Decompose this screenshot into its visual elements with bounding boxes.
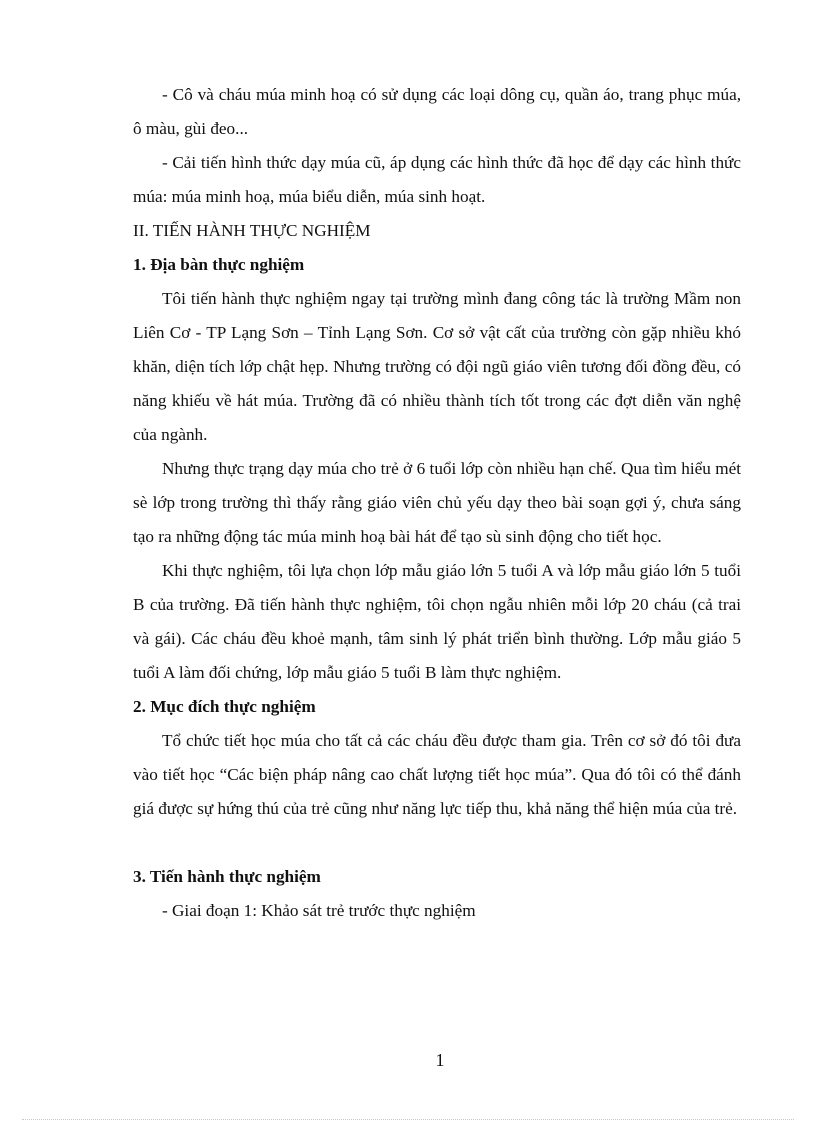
page-number: 1 <box>435 1050 445 1070</box>
page-body <box>133 78 741 928</box>
body-paragraph: Nhưng thực trạng dạy múa cho trẻ ở 6 tuổi lớp còn nhiều hạn chế. Qua tìm hiểu mét sè lớp trong trường thì thấy rằng giáo viên chủ yếu dạy theo bài soạn gợi ý, chưa sáng tạo ra những động tác múa minh hoạ bài hát để tạo sù sinh động cho tiết học. <box>133 459 741 546</box>
body-paragraph: Tôi tiến hành thực nghiệm ngay tại trường mình đang công tác là trường Mầm non Liên Cơ - TP Lạng Sơn – Tỉnh Lạng Sơn. Cơ sở vật cất của trường còn gặp nhiều khó khăn, diện tích lớp chật hẹp. Nhưng trường có đội ngũ giáo viên tương đối đồng đều, có năng khiếu về hát múa. Trường đã có nhiều thành tích tốt trong các đợt diễn văn nghệ của ngành. <box>133 289 741 444</box>
subsection-heading-1: 1. Địa bàn thực nghiệm <box>133 255 305 274</box>
subsection-heading-2: 2. Mục đích thực nghiệm <box>133 697 316 716</box>
page-bottom-rule <box>22 1119 794 1120</box>
section-heading: II. TIẾN HÀNH THỰC NGHIỆM <box>133 221 371 240</box>
bullet-paragraph: - Cô và cháu múa minh hoạ có sử dụng các loại dông cụ, quần áo, trang phục múa, ô màu, gùi đeo... <box>133 85 741 138</box>
body-paragraph: Khi thực nghiệm, tôi lựa chọn lớp mẫu giáo lớn 5 tuổi A và lớp mẫu giáo lớn 5 tuổi B của trường. Đã tiến hành thực nghiệm, tôi chọn ngẫu nhiên mỗi lớp 20 cháu (cả trai và gái). Các cháu đều khoẻ mạnh, tâm sinh lý phát triển bình thường. Lớp mẫu giáo 5 tuổi A làm đối chứng, lớp mẫu giáo 5 tuổi B làm thực nghiệm. <box>133 561 741 682</box>
subsection-heading-3: 3. Tiến hành thực nghiệm <box>133 867 321 886</box>
body-paragraph: Tổ chức tiết học múa cho tất cả các cháu đều được tham gia. Trên cơ sở đó tôi đưa vào tiết học “Các biện pháp nâng cao chất lượng tiết học múa”. Qua đó tôi có thể đánh giá được sự hứng thú của trẻ cũng như năng lực tiếp thu, khả năng thể hiện múa của trẻ. <box>133 731 741 818</box>
bullet-paragraph: - Cải tiến hình thức dạy múa cũ, áp dụng các hình thức đã học để dạy các hình thức múa: múa minh hoạ, múa biểu diễn, múa sinh hoạt. <box>133 153 741 206</box>
blank-line <box>133 826 741 860</box>
bullet-paragraph: - Giai đoạn 1: Khảo sát trẻ trước thực nghiệm <box>162 901 476 920</box>
